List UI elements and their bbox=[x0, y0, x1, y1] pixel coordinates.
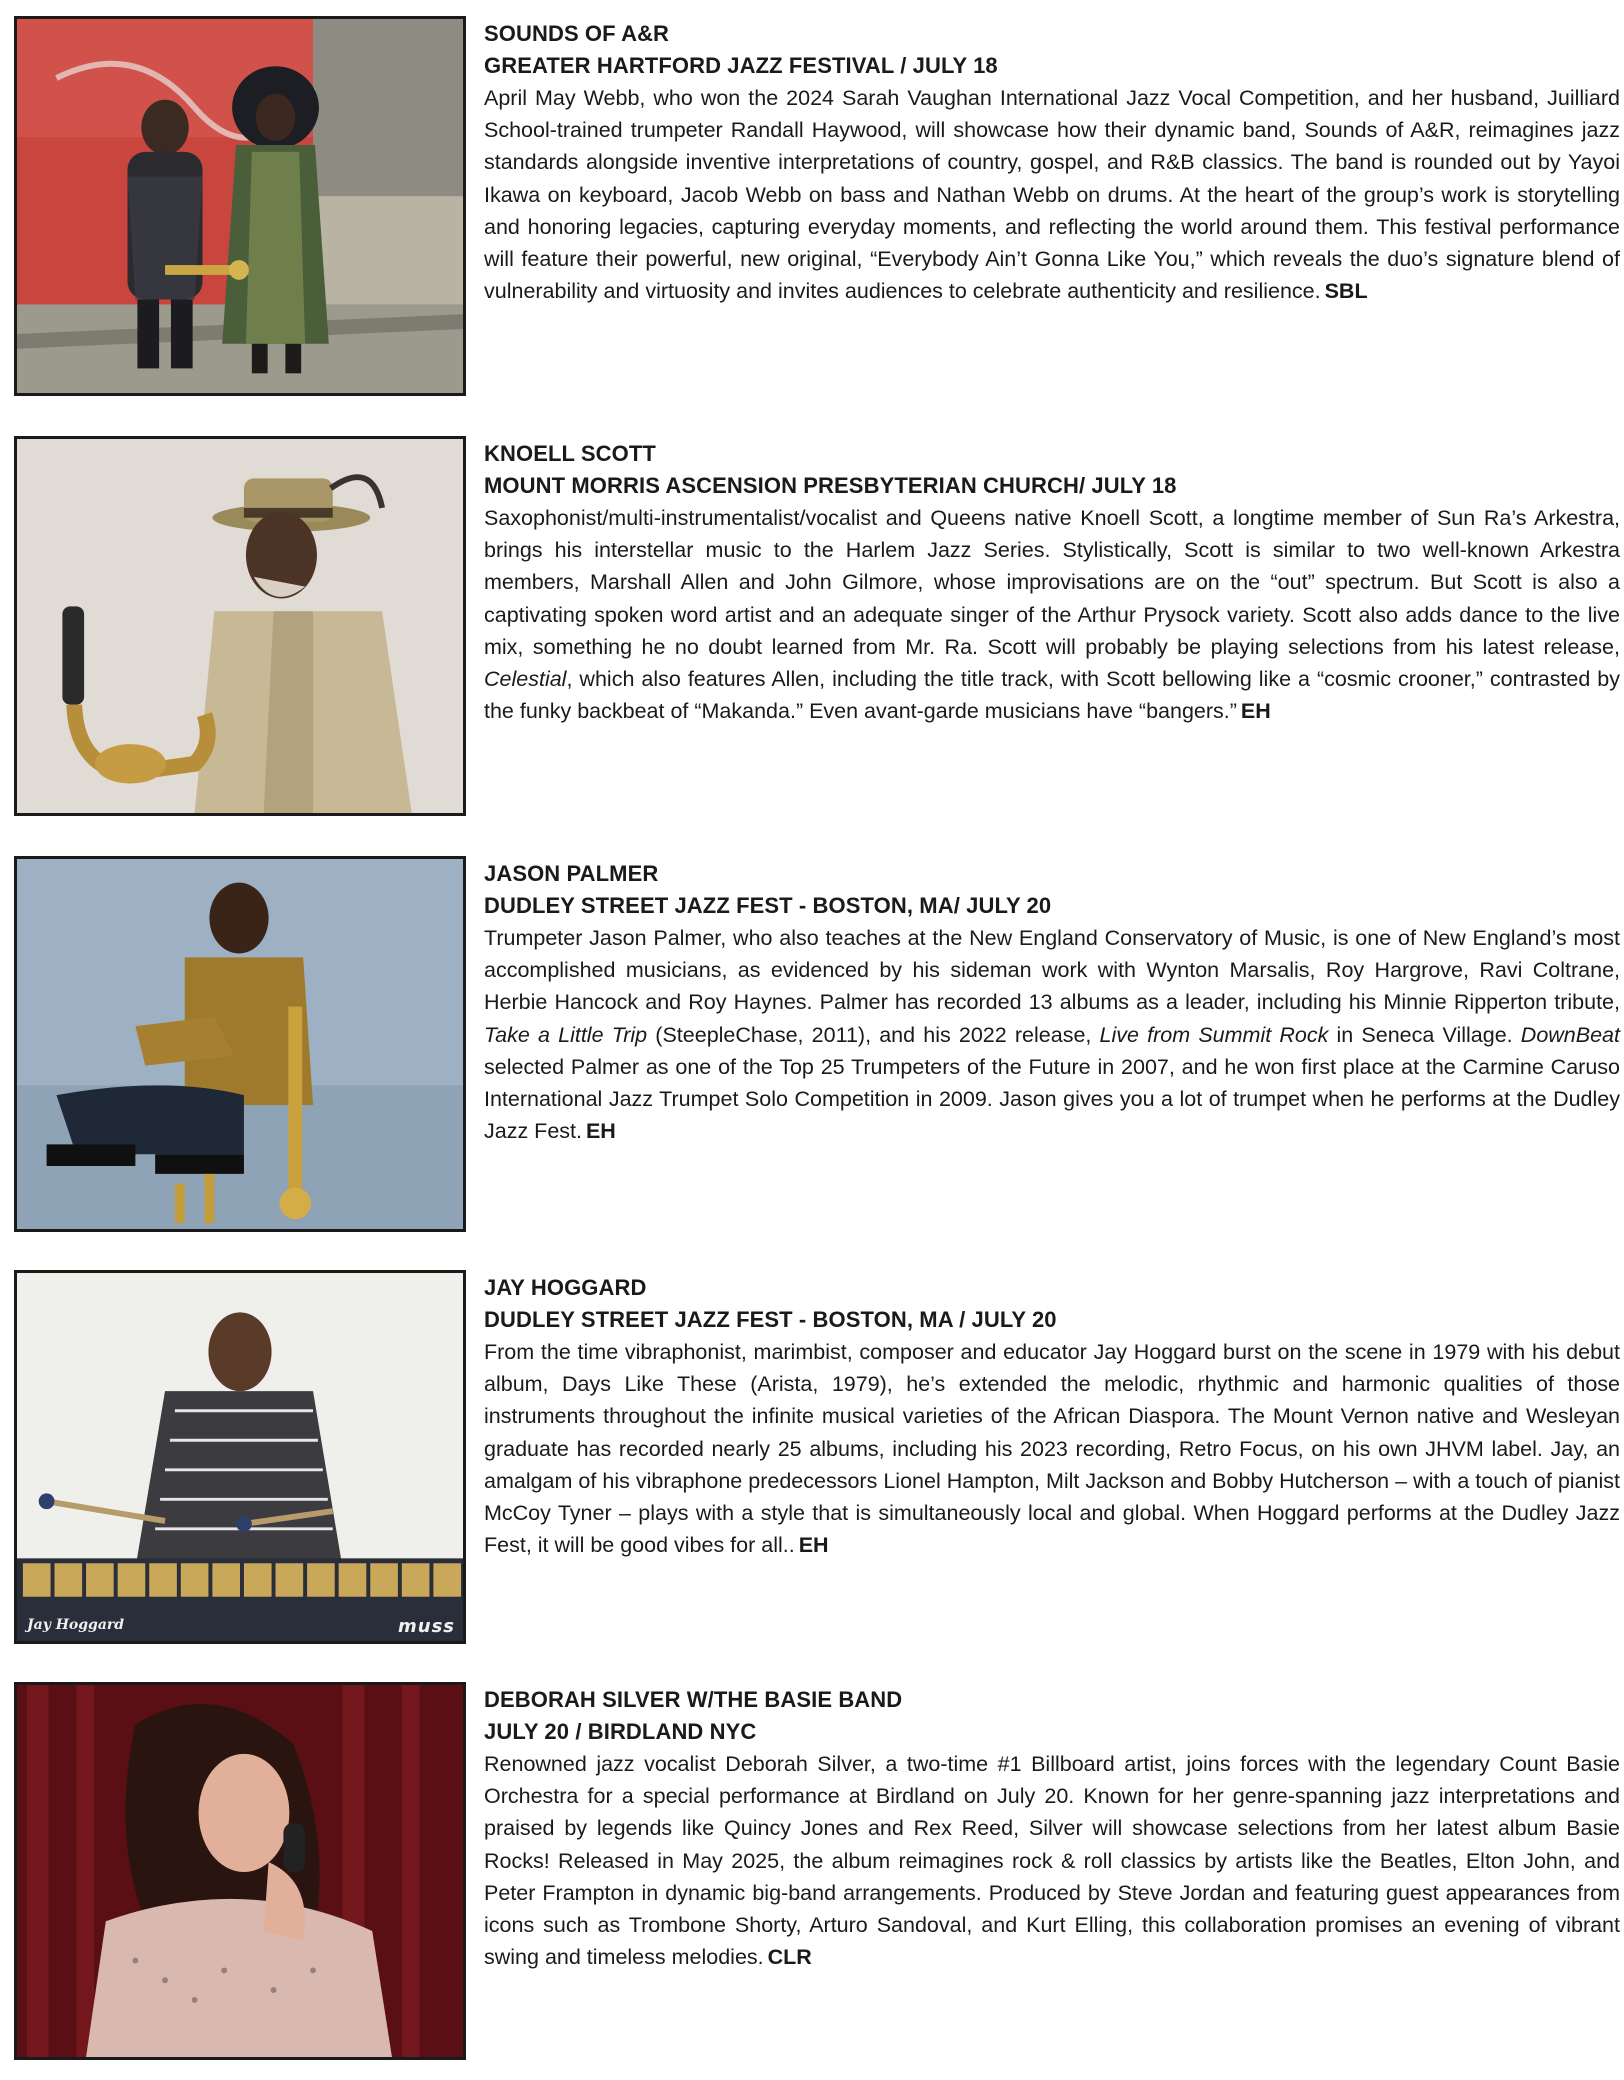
photo-brand-mark: muss bbox=[398, 1616, 455, 1637]
article-body: From the time vibraphonist, marimbist, composer and educator Jay Hoggard burst on the scene in 1979 with his debut album, Days Like These (Arista, 1979), he’s extended the melodic, rhythmic and harmonic qualities of those instruments throughout the infinite musical varieties of the African Diaspora. The Mount Vernon native and Wesleyan graduate has recorded nearly 25 albums, including his 2023 recording, Retro Focus, on his own JHVM label. Jay, an amalgam of his vibraphone predecessors Lionel Hampton, Milt Jackson and Bobby Hutcherson – with a touch of pianist McCoy Tyner – plays with a style that is simultaneously local and global. When Hoggard performs at the Dudley Jazz Fest, it will be good vibes for all.. EH bbox=[484, 1340, 1620, 1558]
author-initials: EH bbox=[798, 1533, 829, 1558]
event-venue-date: GREATER HARTFORD JAZZ FESTIVAL / JULY 18 bbox=[484, 53, 998, 78]
article-text bbox=[484, 1272, 1620, 1561]
article-body: Renowned jazz vocalist Deborah Silver, a two-time #1 Billboard artist, joins forces with the legendary Count Basie Orchestra for a special performance at Birdland on July 20. Known for her genre-spanning jazz interpretations and praised by legends like Quincy Jones and Rex Reed, Silver will showcase selections from her latest album Basie Rocks! Released in May 2025, the album reimagines rock & roll classics by artists like the Beatles, Elton John, and Peter Frampton in dynamic big-band arrangements. Produced by Steve Jordan and featuring guest appearances from icons such as Trombone Shorty, Arturo Sandoval, and Kurt Elling, this collaboration promises an evening of vibrant swing and timeless melodies. CLR bbox=[484, 1752, 1620, 1970]
article-text bbox=[484, 18, 1620, 307]
photo-jason-palmer bbox=[14, 856, 466, 1232]
article-text bbox=[484, 438, 1620, 727]
article-entry bbox=[14, 856, 1620, 1232]
article-text bbox=[484, 1684, 1620, 1973]
article-entry bbox=[14, 1682, 1620, 2060]
author-initials: SBL bbox=[1324, 279, 1368, 304]
event-venue-date: JULY 20 / BIRDLAND NYC bbox=[484, 1719, 757, 1744]
article-entry bbox=[14, 16, 1620, 396]
author-initials: EH bbox=[1240, 699, 1271, 724]
event-venue-date: MOUNT MORRIS ASCENSION PRESBYTERIAN CHURCH/ JULY 18 bbox=[484, 473, 1177, 498]
artist-name: SOUNDS OF A&R bbox=[484, 21, 670, 46]
author-initials: CLR bbox=[767, 1945, 812, 1970]
artist-name: DEBORAH SILVER W/THE BASIE BAND bbox=[484, 1687, 903, 1712]
article-body: Saxophonist/multi-instrumentalist/vocalist and Queens native Knoell Scott, a longtime member of Sun Ra’s Arkestra, brings his interstellar music to the Harlem Jazz Series. Stylistically, Scott is similar to two well-known Arkestra members, Marshall Allen and John Gilmore, whose improvisations are on the “out” spectrum. But Scott is also a captivating spoken word artist and an adequate singer of the Arthur Prysock variety. Scott also adds dance to the live mix, something he no doubt learned from Mr. Ra. Scott will probably be playing selections from his latest release, Celestial, which also features Allen, including the title track, with Scott bellowing like a “cosmic crooner,” contrasted by the funky backbeat of “Makanda.” Even avant-garde musicians have “bangers.” EH bbox=[484, 506, 1620, 724]
photo-deborah-silver bbox=[14, 1682, 466, 2060]
event-venue-date: DUDLEY STREET JAZZ FEST - BOSTON, MA / JULY 20 bbox=[484, 1307, 1057, 1332]
author-initials: EH bbox=[585, 1119, 616, 1144]
article-text bbox=[484, 858, 1620, 1147]
artist-name: JASON PALMER bbox=[484, 861, 659, 886]
photo-jay-hoggard bbox=[14, 1270, 466, 1644]
photo-caption: Jay Hoggard bbox=[27, 1617, 125, 1633]
artist-name: KNOELL SCOTT bbox=[484, 441, 656, 466]
article-entry bbox=[14, 436, 1620, 816]
event-venue-date: DUDLEY STREET JAZZ FEST - BOSTON, MA/ JULY 20 bbox=[484, 893, 1052, 918]
article-body: April May Webb, who won the 2024 Sarah Vaughan International Jazz Vocal Competition, and her husband, Juilliard School-trained trumpeter Randall Haywood, will showcase how their dynamic band, Sounds of A&R, reimagines jazz standards alongside inventive interpretations of country, gospel, and R&B classics. The band is rounded out by Yayoi Ikawa on keyboard, Jacob Webb on bass and Nathan Webb on drums. At the heart of the group’s work is storytelling and honoring legacies, capturing everyday moments, and reflecting the world around them. This festival performance will feature their powerful, new original, “Everybody Ain’t Gonna Like You,” which reveals the duo’s signature blend of vulnerability and virtuosity and invites audiences to celebrate authenticity and resilience. SBL bbox=[484, 86, 1620, 304]
photo-sounds-of-ar bbox=[14, 16, 466, 396]
article-entry bbox=[14, 1270, 1620, 1644]
article-body: Trumpeter Jason Palmer, who also teaches at the New England Conservatory of Music, is one of New England’s most accomplished musicians, as evidenced by his sideman work with Wynton Marsalis, Roy Hargrove, Ravi Coltrane, Herbie Hancock and Roy Haynes. Palmer has recorded 13 albums as a leader, including his Minnie Ripperton tribute, Take a Little Trip (SteepleChase, 2011), and his 2022 release, Live from Summit Rock in Seneca Village. DownBeat selected Palmer as one of the Top 25 Trumpeters of the Future in 2007, and he won first place at the Carmine Caruso International Jazz Trumpet Solo Competition in 2009. Jason gives you a lot of trumpet when he performs at the Dudley Jazz Fest. EH bbox=[484, 926, 1620, 1144]
artist-name: JAY HOGGARD bbox=[484, 1275, 647, 1300]
photo-knoell-scott bbox=[14, 436, 466, 816]
